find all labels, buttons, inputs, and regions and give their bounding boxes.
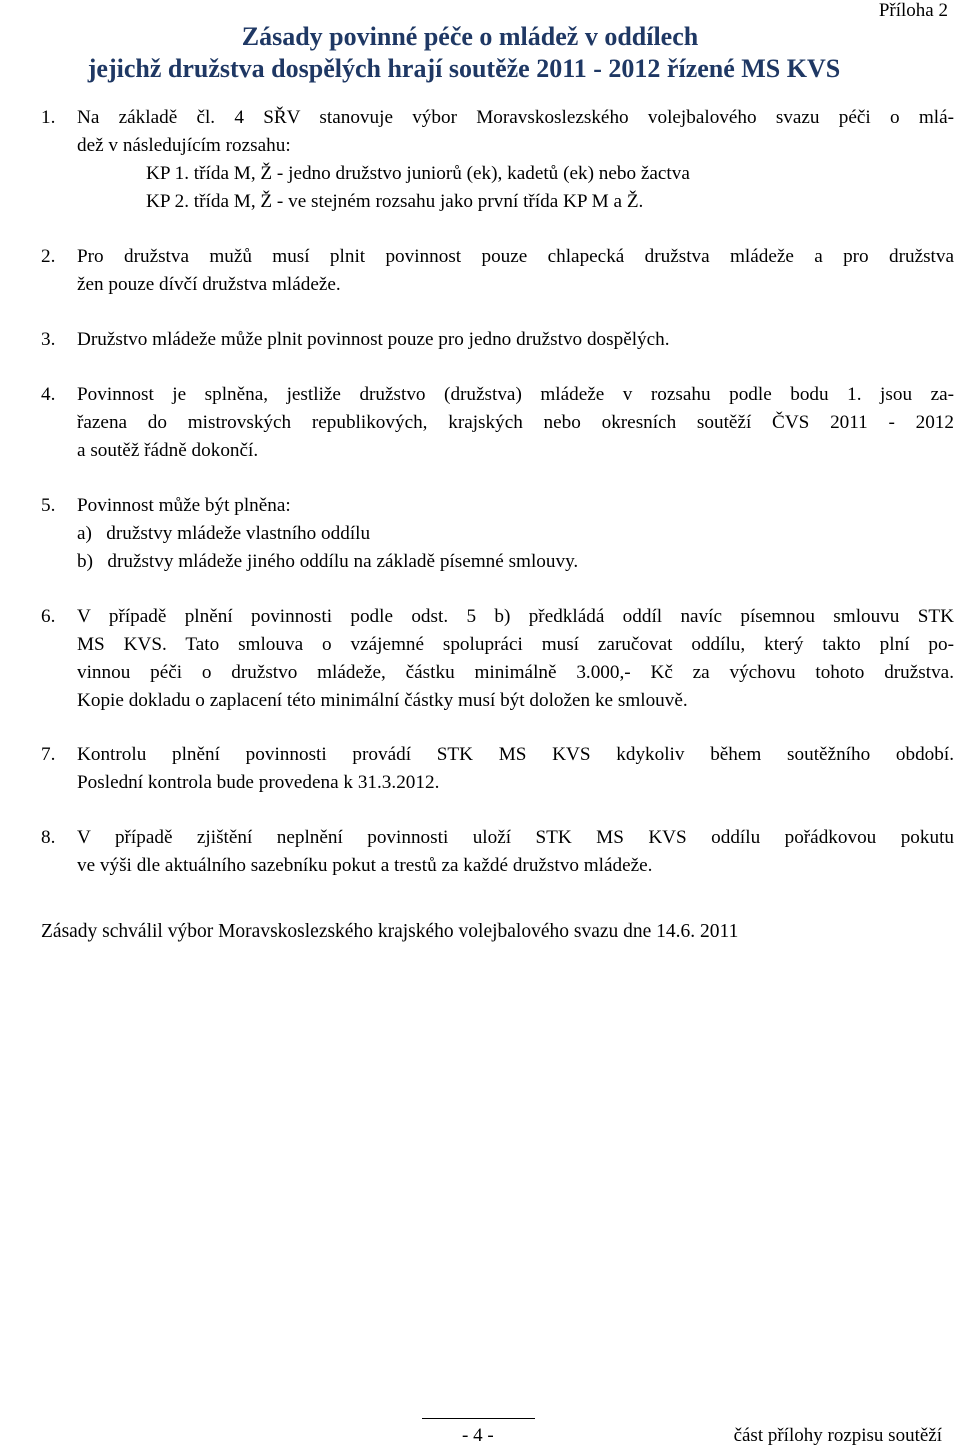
item-subline: KP 2. třída M, Ž - ve stejném rozsahu jako první třída KP M a Ž. bbox=[146, 191, 644, 212]
item-number: 2. bbox=[41, 246, 56, 267]
item-line: Povinnost je splněna, jestliže družstvo (družstva) mládeže v rozsahu podle bodu 1. jsou za- bbox=[77, 384, 954, 405]
item-line: a soutěž řádně dokončí. bbox=[77, 440, 259, 461]
footer-divider bbox=[422, 1418, 535, 1419]
item-number: 6. bbox=[41, 606, 56, 627]
item-line: Kopie dokladu o zaplacení této minimální částky musí být doložen ke smlouvě. bbox=[77, 690, 688, 711]
item-subline: b) družstvy mládeže jiného oddílu na základě písemné smlouvy. bbox=[77, 551, 579, 572]
item-line: řazena do mistrovských republikových, krajských nebo okresních soutěží ČVS 2011 - 2012 bbox=[77, 412, 954, 433]
item-line: ve výši dle aktuálního sazebníku pokut a trestů za každé družstvo mládeže. bbox=[77, 855, 653, 876]
item-number: 4. bbox=[41, 384, 56, 405]
item-line: Družstvo mládeže může plnit povinnost pouze pro jedno družstvo dospělých. bbox=[77, 329, 670, 350]
approval-note: Zásady schválil výbor Moravskoslezského krajského volejbalového svazu dne 14.6. 2011 bbox=[41, 921, 739, 942]
item-number: 7. bbox=[41, 744, 56, 765]
item-number: 8. bbox=[41, 827, 56, 848]
item-subline: KP 1. třída M, Ž - jedno družstvo juniorů (ek), kadetů (ek) nebo žactva bbox=[146, 163, 690, 184]
item-line: žen pouze dívčí družstva mládeže. bbox=[77, 274, 341, 295]
item-line: Na základě čl. 4 SŘV stanovuje výbor Moravskoslezského volejbalového svazu péči o mlá- bbox=[77, 107, 954, 128]
item-line: Poslední kontrola bude provedena k 31.3.2012. bbox=[77, 772, 440, 793]
item-number: 5. bbox=[41, 495, 56, 516]
item-line: V případě plnění povinnosti podle odst. 5 b) předkládá oddíl navíc písemnou smlouvu STK bbox=[77, 606, 954, 627]
item-line: Kontrolu plnění povinnosti provádí STK MS KVS kdykoliv během soutěžního období. bbox=[77, 744, 954, 765]
item-number: 1. bbox=[41, 107, 56, 128]
item-subline: a) družstvy mládeže vlastního oddílu bbox=[77, 523, 371, 544]
annex-label: Příloha 2 bbox=[878, 0, 948, 21]
footer-page-number: - 4 - bbox=[462, 1425, 494, 1446]
item-line: vinnou péči o družstvo mládeže, částku minimálně 3.000,- Kč za výchovu tohoto družstva. bbox=[77, 662, 954, 683]
item-number: 3. bbox=[41, 329, 56, 350]
item-line: MS KVS. Tato smlouva o vzájemné spolupráci musí zaručovat oddílu, který takto plní po- bbox=[77, 634, 954, 655]
footer-section-label: část přílohy rozpisu soutěží bbox=[733, 1425, 942, 1446]
item-line: V případě zjištění neplnění povinnosti uloží STK MS KVS oddílu pořádkovou pokutu bbox=[77, 827, 954, 848]
item-line: dež v následujícím rozsahu: bbox=[77, 135, 291, 156]
document-subtitle: jejichž družstva dospělých hrají soutěže 2011 - 2012 řízené MS KVS bbox=[87, 54, 841, 83]
item-line: Pro družstva mužů musí plnit povinnost pouze chlapecká družstva mládeže a pro družstva bbox=[77, 246, 954, 267]
document-title: Zásady povinné péče o mládež v oddílech bbox=[241, 22, 699, 51]
item-line: Povinnost může být plněna: bbox=[77, 495, 291, 516]
